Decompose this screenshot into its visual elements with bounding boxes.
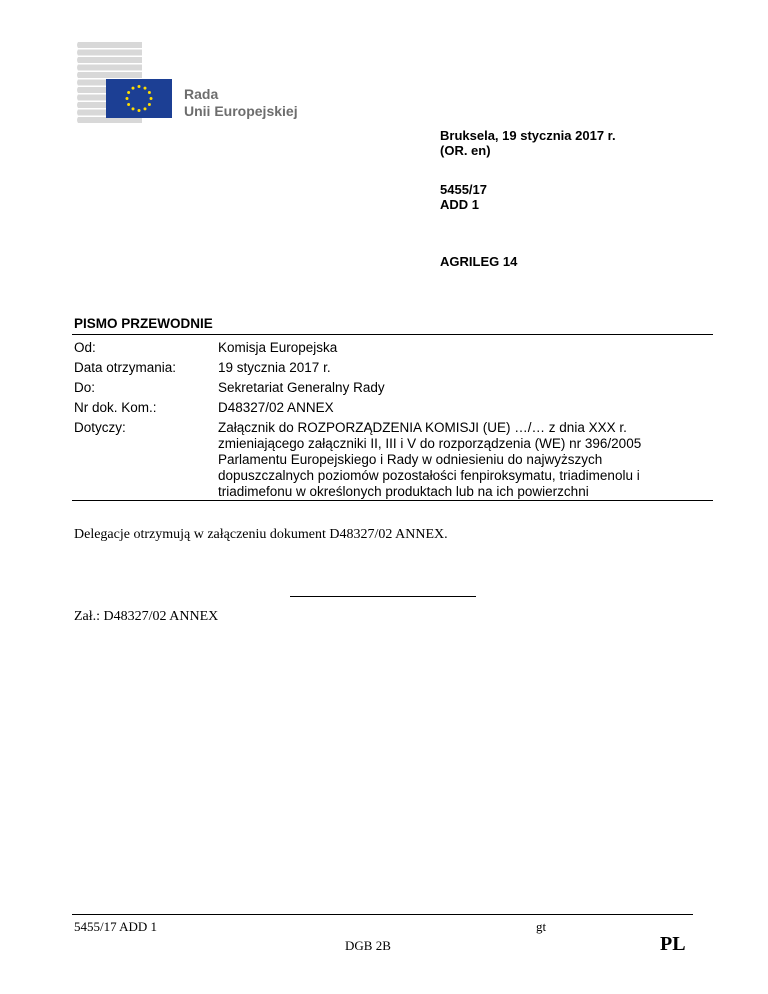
title-rule <box>72 334 713 335</box>
row-label-to: Do: <box>74 380 96 395</box>
eu-star <box>150 97 153 100</box>
original-language: (OR. en) <box>440 143 491 158</box>
eu-star <box>127 91 130 94</box>
council-logo <box>70 38 310 128</box>
eu-star <box>144 87 147 90</box>
eu-star <box>132 107 135 110</box>
eu-star <box>138 85 141 88</box>
subject-line: dopuszczalnych poziomów pozostałości fenpiroksymatu, triadimenolu i <box>218 468 640 483</box>
row-value-subject <box>218 420 708 500</box>
row-value-commission-doc: D48327/02 ANNEX <box>218 400 334 415</box>
row-label-subject: Dotyczy: <box>74 420 126 435</box>
table-bottom-rule <box>72 500 713 501</box>
emblem-arc <box>77 42 142 48</box>
emblem-arc <box>77 50 142 56</box>
council-emblem-icon <box>70 38 180 128</box>
emblem-arc <box>77 65 142 71</box>
eu-star <box>148 103 151 106</box>
row-value-received: 19 stycznia 2017 r. <box>218 360 331 375</box>
subject-line: Załącznik do ROZPORZĄDZENIA KOMISJI (UE) …/… z dnia XXX r. <box>218 420 627 435</box>
footer-initials: gt <box>536 919 547 934</box>
eu-star <box>126 97 129 100</box>
subject-line: Parlamentu Europejskiego i Rady w odniesieniu do najwyższych <box>218 452 603 467</box>
eu-star <box>127 103 130 106</box>
logo-line-1: Rada <box>184 86 219 102</box>
row-value-from: Komisja Europejska <box>218 340 338 355</box>
eu-star <box>144 107 147 110</box>
footer-language: PL <box>660 933 686 955</box>
row-label-from: Od: <box>74 340 96 355</box>
eu-star <box>138 109 141 112</box>
letter-title: PISMO PRZEWODNIE <box>74 316 213 331</box>
row-label-commission-doc: Nr dok. Kom.: <box>74 400 157 415</box>
body-text: Delegacje otrzymują w załączeniu dokument D48327/02 ANNEX. <box>74 527 448 542</box>
logo-line-2: Unii Europejskiej <box>184 103 298 119</box>
document-code: AGRILEG 14 <box>440 254 518 269</box>
row-value-to: Sekretariat Generalny Rady <box>218 380 385 395</box>
separator-line <box>290 596 476 597</box>
emblem-arc <box>77 57 142 63</box>
subject-line: triadimefonu w określonych produktach lub na ich powierzchni <box>218 484 589 499</box>
row-label-received: Data otrzymania: <box>74 360 177 375</box>
footer-rule <box>72 914 693 915</box>
eu-star <box>148 91 151 94</box>
document-number: 5455/17 <box>440 182 487 197</box>
subject-line: zmieniającego załączniki II, III i V do rozporządzenia (WE) nr 396/2005 <box>218 436 642 451</box>
emblem-arc <box>77 72 142 78</box>
eu-star <box>132 87 135 90</box>
place-date: Bruksela, 19 stycznia 2017 r. <box>440 128 616 143</box>
footer-reference: 5455/17 ADD 1 <box>74 919 158 934</box>
addendum-number: ADD 1 <box>440 197 480 212</box>
footer-department: DGB 2B <box>345 938 391 953</box>
attachment-note: Zał.: D48327/02 ANNEX <box>74 609 219 624</box>
